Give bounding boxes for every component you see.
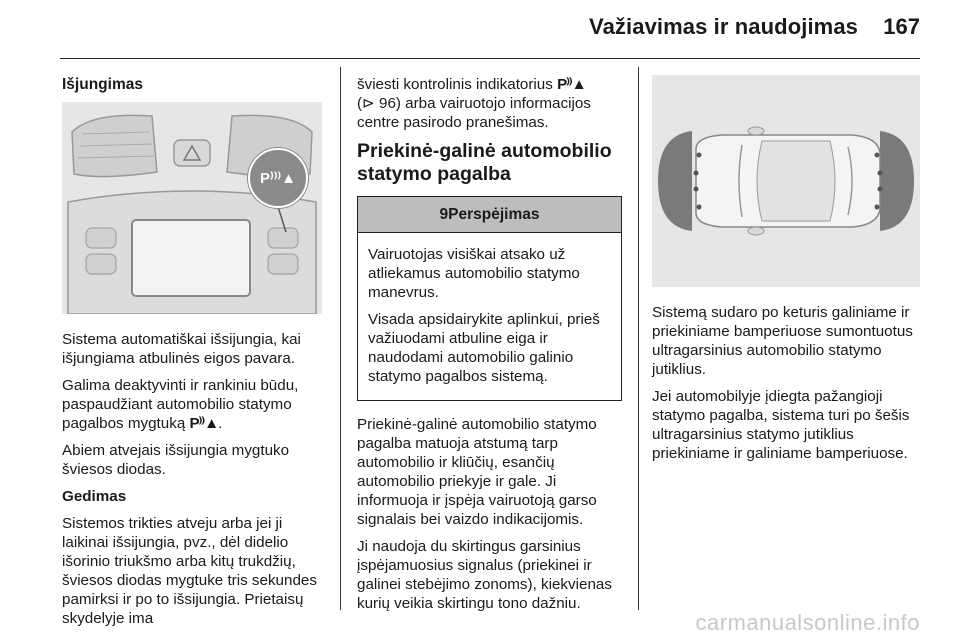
section-title: Priekinė-galinė automobilio statymo pagalba: [357, 140, 612, 185]
paragraph-end: .: [218, 415, 223, 432]
parking-assist-symbol: P⁾⁾▲: [189, 415, 219, 432]
warning-icon: 9: [439, 206, 449, 223]
column-left: [62, 75, 322, 636]
section-heading-deactivation: Išjungimas: [62, 76, 143, 93]
parking-assist-button-callout: [248, 148, 308, 208]
dashboard-illustration: [62, 102, 322, 314]
parking-indicator-symbol: P⁾⁾▲: [557, 76, 586, 93]
watermark: carmanualsonline.info: [695, 610, 920, 635]
paragraph: Sistema automatiškai išsijungia, kai išjungiama atbulinės eigos pavara.: [62, 331, 301, 367]
paragraph-text: šviesti kontrolinis indikatorius: [357, 76, 558, 93]
column-right: [652, 75, 920, 471]
paragraph: Sistemą sudaro po keturis galiniame ir priekiniame bamperiuose sumontuotus ultragarsinius automobilio statymo jutiklius.: [652, 304, 913, 378]
warning-text: Visada apsidairykite aplinkui, prieš važiuodami atbuline eiga ir naudodami automobilio galinio statymo pagalbos sistemą.: [368, 311, 600, 385]
column-divider: [638, 67, 639, 610]
sensor-zones-illustration: [652, 75, 920, 287]
warning-title: Perspėjimas: [448, 206, 540, 223]
paragraph-text: Galima deaktyvinti ir rankiniu būdu, paspaudžiant automobilio statymo pagalbos mygtuką: [62, 377, 299, 432]
column-middle: [357, 75, 622, 621]
section-heading-fault: Gedimas: [62, 488, 127, 505]
paragraph: [62, 376, 322, 433]
parking-assist-symbol: P⁾⁾⁾▲: [260, 169, 296, 187]
warning-box: [357, 196, 622, 401]
header-rule: [60, 58, 920, 59]
paragraph: Priekinė-galinė automobilio statymo pagalba matuoja atstumą tarp automobilio ir kliūčių, esančių automobilio priekyje ir gale. Ji informuoja ir įspėja vairuotoją garso signalais bei vaizdo indikacijomis.: [357, 416, 597, 528]
warning-body: [358, 233, 621, 400]
header-title: Važiavimas ir naudojimas: [589, 14, 858, 39]
paragraph: Ji naudoja du skirtingus garsinius įspėjamuosius signalus (priekinei ir galinei stebėjimo zonoms), kiekvienas kurių veikia skirtingu tono dažniu.: [357, 538, 612, 612]
column-divider: [340, 67, 341, 610]
paragraph: Sistemos trikties atveju arba jei ji laikinai išsijungia, pvz., dėl didelio išorinio triukšmo arba kitų trukdžių, šviesos diodas mygtuke tris sekundes pamirksi ir po to išsijungia. Prietaisų skydelyje ima: [62, 515, 317, 627]
paragraph-text: (⊳ 96) arba vairuotojo informacijos centre pasirodo pranešimas.: [357, 95, 591, 131]
page-number: 167: [883, 14, 920, 39]
car-sensor-drawing: [652, 75, 920, 287]
paragraph: Jei automobilyje įdiegta pažangioji statymo pagalba, sistema turi po šešis ultragarsinius statymo jutiklius priekiniame ir galiniame bamperiuose.: [652, 388, 910, 462]
dashboard-drawing: [62, 102, 322, 314]
warning-header: [358, 197, 621, 233]
warning-text: Vairuotojas visiškai atsako už atliekamus automobilio statymo manevrus.: [368, 246, 580, 301]
paragraph: [357, 75, 622, 132]
paragraph: Abiem atvejais išsijungia mygtuko šviesos diodas.: [62, 442, 290, 478]
